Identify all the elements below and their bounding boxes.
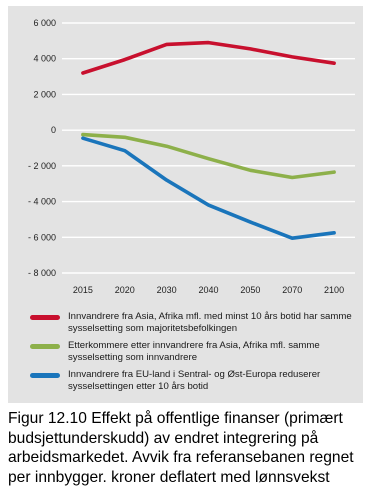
legend-label: Innvandrere fra EU-land i Sentral- og Øst-Europa reduserer sysselsettingen etter 10 års botid: [68, 369, 321, 392]
chart-panel: [8, 6, 363, 403]
x-tick-label: 2040: [198, 285, 219, 295]
legend-item: [30, 340, 360, 363]
x-tick-label: 2070: [282, 285, 303, 295]
x-tick-label: 2050: [240, 285, 261, 295]
y-tick-label: 0: [50, 125, 56, 136]
y-tick-label: 4 000: [33, 53, 56, 64]
legend-item: [30, 311, 360, 334]
series-line-1: [83, 43, 334, 73]
y-tick-label: 6 000: [33, 18, 56, 28]
y-tick-label: - 4 000: [27, 196, 56, 207]
x-tick-label: 2015: [72, 285, 93, 295]
figure-caption: Figur 12.10 Effekt på offentlige finanser (primært budsjettunderskudd) av endret integrering på arbeidsmarkedet. Avvik fra referansebanen regnet per innbygger. kroner deflatert med lønnsvekst: [8, 410, 354, 486]
line-chart: [8, 6, 363, 304]
legend-label: Innvandrere fra Asia, Afrika mfl. med minst 10 års botid har samme sysselsetting som majoritetsbefolkingen: [68, 311, 352, 334]
legend-item: [30, 369, 360, 392]
y-tick-label: - 2 000: [27, 160, 56, 171]
x-tick-label: 2020: [114, 285, 135, 295]
legend-swatch: [30, 315, 60, 320]
series-line-2: [83, 135, 334, 178]
y-tick-label: - 6 000: [27, 232, 56, 243]
chart-legend: [30, 311, 360, 398]
legend-swatch: [30, 344, 60, 349]
y-tick-label: 2 000: [33, 89, 56, 100]
legend-swatch: [30, 373, 60, 378]
y-tick-label: - 8 000: [27, 268, 56, 278]
legend-label: Etterkommere etter innvandrere fra Asia, Afrika mfl. samme sysselsetting som innvandrere: [68, 340, 320, 363]
x-tick-label: 2100: [324, 285, 345, 295]
series-line-3: [83, 138, 334, 238]
x-tick-label: 2030: [156, 285, 177, 295]
